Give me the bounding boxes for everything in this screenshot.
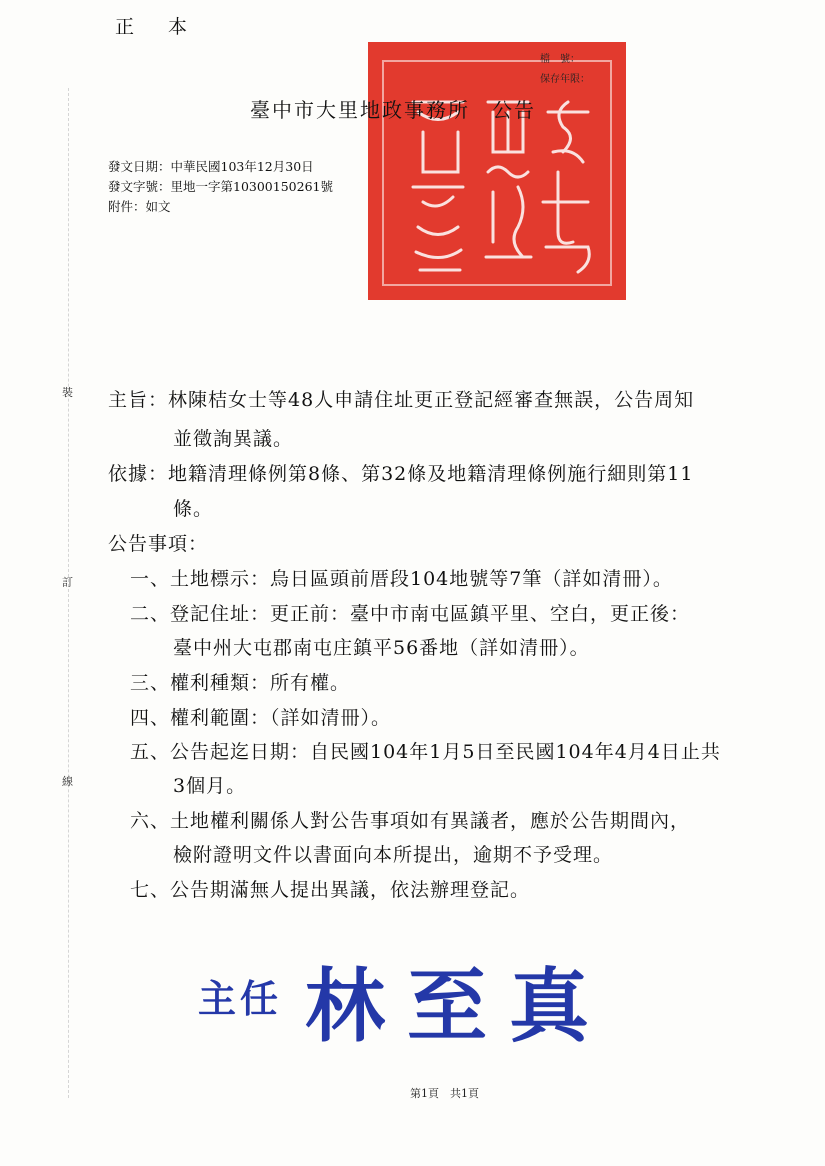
item-6-line-2: 檢附證明文件以書面向本所提出，逾期不予受理。 bbox=[173, 844, 614, 866]
signature-name: 林至真 bbox=[305, 960, 611, 1053]
doc-number-label: 檔 號： bbox=[540, 54, 580, 65]
item-5-line-2: 3個月。 bbox=[173, 775, 247, 797]
binding-mark-zhuang: 裝 bbox=[62, 386, 73, 399]
signature-title: 主任 bbox=[198, 977, 283, 1021]
item-6-line-1: 六、土地權利關係人對公告事項如有異議者，應於公告期間內， bbox=[130, 810, 691, 832]
item-3: 三、權利種類：所有權。 bbox=[130, 672, 351, 694]
binding-line bbox=[68, 88, 69, 1098]
binding-mark-ding: 訂 bbox=[62, 576, 73, 589]
notice-title: 臺中市大里地政事務所 公告 bbox=[250, 98, 536, 122]
issue-date: 發文日期：中華民國103年12月30日 bbox=[108, 159, 314, 174]
binding-mark-xian: 線 bbox=[62, 775, 73, 788]
item-4: 四、權利範圍：（詳如清冊）。 bbox=[130, 707, 392, 729]
item-7: 七、公告期滿無人提出異議，依法辦理登記。 bbox=[130, 879, 531, 901]
item-5-line-1: 五、公告起迄日期：自民國104年1月5日至民國104年4月4日止共 bbox=[130, 741, 721, 763]
page-number: 第1頁 共1頁 bbox=[410, 1087, 479, 1100]
document-number: 發文字號：里地一字第10300150261號 bbox=[108, 179, 333, 194]
item-2-line-2: 臺中州大屯郡南屯庄鎮平56番地（詳如清冊）。 bbox=[173, 637, 590, 659]
attachment: 附件：如文 bbox=[108, 199, 171, 214]
item-1: 一、土地標示：烏日區頭前厝段104地號等7筆（詳如清冊）。 bbox=[130, 568, 673, 590]
basis-line-1: 依據：地籍清理條例第8條、第32條及地籍清理條例施行細則第11 bbox=[108, 463, 694, 485]
item-2-line-1: 二、登記住址：更正前：臺中市南屯區鎮平里、空白，更正後： bbox=[130, 603, 691, 625]
subject-line-1: 主旨：林陳桔女士等48人申請住址更正登記經審查無誤，公告周知 bbox=[108, 389, 695, 411]
basis-line-2: 條。 bbox=[173, 498, 214, 520]
retention-period-label: 保存年限： bbox=[540, 74, 590, 85]
copy-mark: 正 本 bbox=[115, 16, 202, 38]
items-heading: 公告事項： bbox=[108, 533, 209, 555]
subject-line-2: 並徵詢異議。 bbox=[173, 428, 294, 450]
